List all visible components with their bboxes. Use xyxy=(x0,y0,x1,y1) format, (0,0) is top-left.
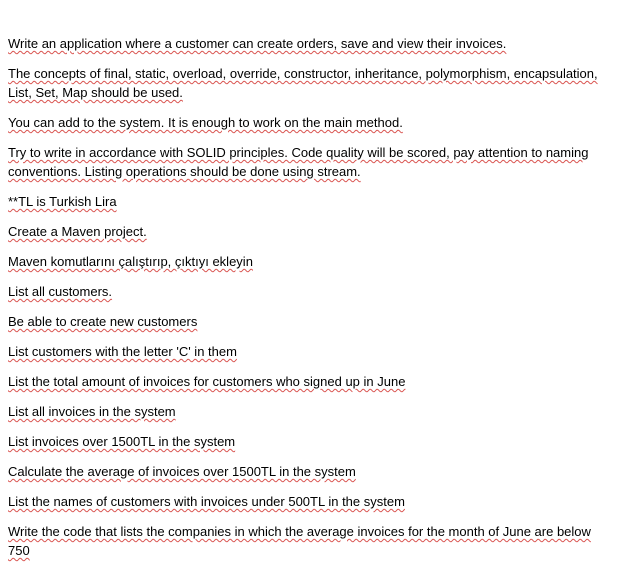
paragraph-maven-commands: Maven komutlarını çalıştırıp, çıktıyı ekleyin xyxy=(8,254,253,269)
paragraph-customers-under-500: List the names of customers with invoices under 500TL in the system xyxy=(8,494,405,509)
paragraph-system-note: You can add to the system. It is enough to work on the main method. xyxy=(8,115,403,130)
paragraph-june-invoices-total: List the total amount of invoices for customers who signed up in June xyxy=(8,374,406,389)
paragraph-list-customers: List all customers. xyxy=(8,284,113,299)
paragraph-task-intro: Write an application where a customer can create orders, save and view their invoices. xyxy=(8,36,507,51)
paragraph-list-invoices: List all invoices in the system xyxy=(8,404,176,419)
paragraph-companies-june-average: Write the code that lists the companies in which the average invoices for the month of June are below 750 xyxy=(8,524,591,558)
paragraph-average-over-1500: Calculate the average of invoices over 1500TL in the system xyxy=(8,464,356,479)
document-body xyxy=(8,34,612,571)
paragraph-solid: Try to write in accordance with SOLID principles. Code quality will be scored, pay attention to naming conventions. Listing operations should be done using stream. xyxy=(8,145,589,179)
paragraph-maven-project: Create a Maven project. xyxy=(8,224,147,239)
paragraph-invoices-over-1500: List invoices over 1500TL in the system xyxy=(8,434,236,449)
paragraph-customers-letter-c: List customers with the letter 'C' in them xyxy=(8,344,237,359)
paragraph-concepts: The concepts of final, static, overload, override, constructor, inheritance, polymorphism, encapsulation, List, Set, Map should be used. xyxy=(8,66,598,100)
paragraph-currency-note: **TL is Turkish Lira xyxy=(8,194,117,209)
paragraph-create-customers: Be able to create new customers xyxy=(8,314,198,329)
